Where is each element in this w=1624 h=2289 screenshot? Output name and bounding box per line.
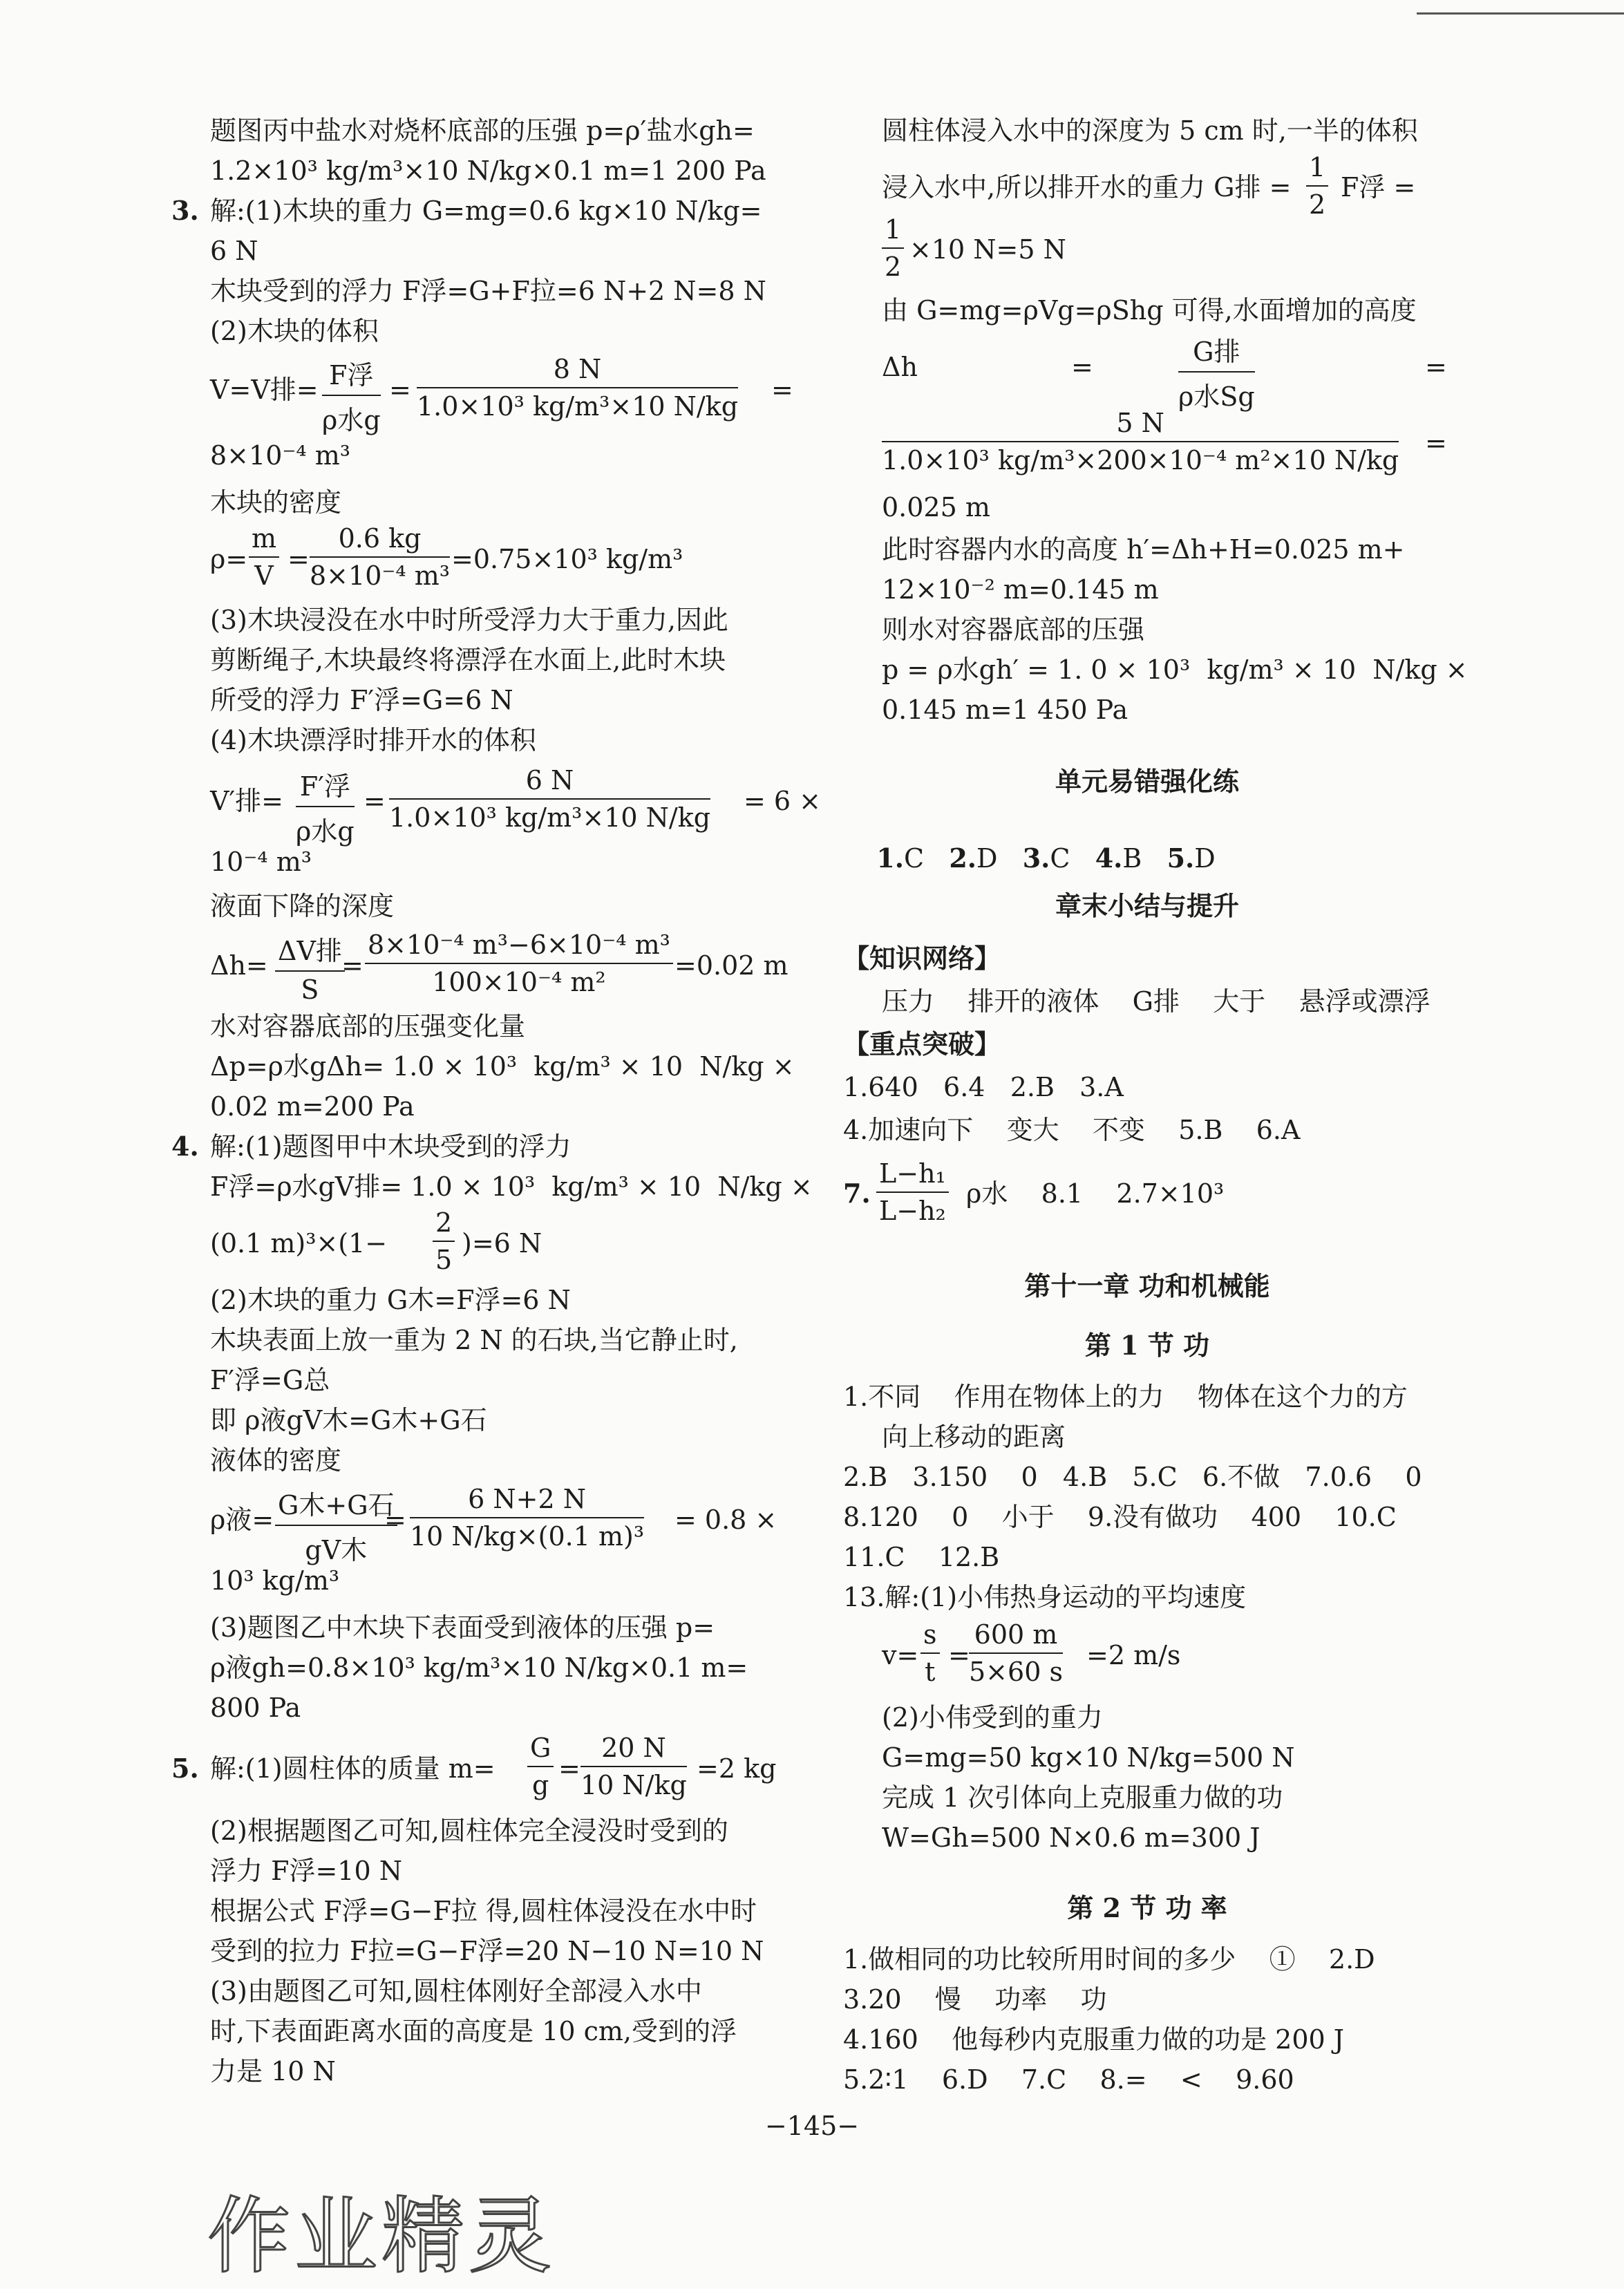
text-line: = <box>558 1753 580 1784</box>
text-line: 时,下表面距离水面的高度是 10 cm,受到的浮 <box>210 2016 737 2046</box>
text-line: =0.02 m <box>674 950 789 981</box>
section-heading: 第 2 节 功 率 <box>1067 1892 1227 1923</box>
text-line: 10⁻⁴ m³ <box>210 847 312 877</box>
text-line: 木块表面上放一重为 2 N 的石块,当它静止时, <box>210 1325 738 1355</box>
formula-lhs: ρ= <box>210 544 248 574</box>
text-line: 11.C 12.B <box>843 1542 1000 1572</box>
text-line: = <box>384 1505 406 1535</box>
fraction: $\frac{G}{g}$ <box>527 1733 554 1800</box>
text-line: )=6 N <box>462 1228 542 1259</box>
fraction: $\frac{600 m}{5\times 60 s}$ <box>969 1619 1063 1687</box>
text-line: 所受的浮力 F′浮=G=6 N <box>210 685 513 715</box>
text-line: 液体的密度 <box>210 1445 342 1476</box>
fraction: $\frac{6 N}{\text{1.0×10³ kg/m³×10 N/kg}}$ <box>389 765 711 833</box>
text-line: 1.做相同的功比较所用时间的多少 ① 2.D <box>843 1944 1375 1975</box>
fraction: $\frac{s}{t}$ <box>920 1619 940 1687</box>
text-line: = <box>1425 352 1447 382</box>
text-line: (0.1 m)³×(1− <box>210 1228 388 1259</box>
answer-row: 1.C 2.D 3.C 4.B 5.D <box>876 842 1216 874</box>
text-line: 完成 1 次引体向上克服重力做的功 <box>882 1782 1283 1813</box>
text-line: = 0.8 × <box>674 1505 777 1535</box>
text-line: 即 ρ液gV木=G木+G石 <box>210 1405 487 1435</box>
text-line: ρ液gh=0.8×10³ kg/m³×10 N/kg×0.1 m= <box>210 1652 748 1683</box>
text-line: F浮=ρ水gV排= 1.0 × 10³ kg/m³ × 10 N/kg × <box>210 1171 813 1202</box>
text-line: (3)木块浸没在水中时所受浮力大于重力,因此 <box>210 605 728 635</box>
text-line: 压力 排开的液体 G排 大于 悬浮或漂浮 <box>882 986 1431 1017</box>
section-heading: 单元易错强化练 <box>1055 766 1239 797</box>
text-line: 受到的拉力 F拉=G−F浮=20 N−10 N=10 N <box>210 1936 764 1966</box>
subsection-tag: 【知识网络】 <box>843 943 1001 974</box>
text-line: 剪断绳子,木块最终将漂浮在水面上,此时木块 <box>210 645 726 675</box>
chapter-heading: 第十一章 功和机械能 <box>1024 1270 1270 1301</box>
text-line: Δp=ρ水gΔh= 1.0 × 10³ kg/m³ × 10 N/kg × <box>210 1051 795 1082</box>
text-line: 5.2∶1 6.D 7.C 8.= < 9.60 <box>843 2064 1294 2095</box>
text-line: G=mg=50 kg×10 N/kg=500 N <box>882 1742 1295 1773</box>
text-line: 8.120 0 小于 9.没有做功 400 10.C <box>843 1502 1397 1532</box>
text-line: 题图丙中盐水对烧杯底部的压强 p=ρ′盐水gh= <box>210 115 755 146</box>
fraction: G木+G石 gV木 <box>275 1484 397 1567</box>
text-line: 800 Pa <box>210 1693 301 1723</box>
text-line: = <box>771 375 793 405</box>
text-line: ×10 N=5 N <box>909 234 1066 265</box>
fraction: $\frac{5 N}{\text{1.0×10³ kg/m³×200×10⁻⁴ m²×10 N/kg}}$ <box>882 408 1399 475</box>
text-line: 3.20 慢 功率 功 <box>843 1984 1107 2015</box>
watermark-logo: 作业精灵 <box>207 2189 556 2285</box>
text-line: 0.145 m=1 450 Pa <box>882 695 1129 725</box>
text-line: F浮 = <box>1341 172 1416 202</box>
text-line: = <box>341 950 363 981</box>
fraction: $\frac{m}{V}$ <box>249 523 279 591</box>
formula-lhs: Δh= <box>210 950 268 981</box>
text-line: F′浮=G总 <box>210 1365 330 1395</box>
text-line: 6 N <box>210 236 258 266</box>
text-line: 向上移动的距离 <box>882 1422 1066 1452</box>
fraction: F浮 ρ水g <box>322 354 381 437</box>
fraction: $\frac{6 N+2 N}{\text{10 N/kg×(0.1 m)³}}$ <box>410 1484 645 1552</box>
text-line: 液面下降的深度 <box>210 891 395 921</box>
text-line: Δh <box>882 352 918 382</box>
question-number: 5. <box>171 1753 199 1784</box>
fraction: $\frac{\text{8×10⁻⁴ m³−6×10⁻⁴ m³}}{\text{100×10⁻⁴ m²}}$ <box>365 930 673 997</box>
text-line: (2)小伟受到的重力 <box>882 1702 1103 1733</box>
text-line: (2)木块的体积 <box>210 316 379 346</box>
text-line: =2 m/s <box>1086 1640 1181 1670</box>
fraction: $\frac{20 N}{10 N/kg}$ <box>580 1733 687 1800</box>
top-rule <box>1417 12 1624 15</box>
formula-lhs: v= <box>882 1640 919 1670</box>
fraction: $\frac{2}{5}$ <box>433 1207 455 1275</box>
text-line: 4.160 他每秒内克服重力做的功是 200 J <box>843 2024 1345 2055</box>
formula-lhs: 解:(1)圆柱体的质量 m= <box>210 1753 495 1784</box>
text-line: 2.B 3.150 0 4.B 5.C 6.不做 7.0.6 0 <box>843 1462 1422 1492</box>
text-line: ρ水 8.1 2.7×10³ <box>966 1178 1225 1209</box>
fraction: $\frac{0.6 kg}{\text{8×10⁻⁴ m³}}$ <box>310 523 451 591</box>
text-line: 4.加速向下 变大 不变 5.B 6.A <box>843 1115 1301 1145</box>
text-line: = <box>287 544 310 574</box>
text-line: =0.75×10³ kg/m³ <box>451 544 683 574</box>
subsection-tag: 【重点突破】 <box>843 1028 1001 1059</box>
text-line: =2 kg <box>697 1753 777 1784</box>
text-line: 1.640 6.4 2.B 3.A <box>843 1072 1124 1102</box>
formula-lhs: V′排= <box>210 786 283 816</box>
text-line: 1.2×10³ kg/m³×10 N/kg×0.1 m=1 200 Pa <box>210 156 766 186</box>
text-line: (4)木块漂浮时排开水的体积 <box>210 725 536 755</box>
text-line: 12×10⁻² m=0.145 m <box>882 574 1159 605</box>
text-line: 10³ kg/m³ <box>210 1565 340 1596</box>
text-line: = 6 × <box>744 786 822 816</box>
text-line: = <box>363 786 386 816</box>
text-line: W=Gh=500 N×0.6 m=300 J <box>882 1822 1261 1853</box>
text-line: (2)木块的重力 G木=F浮=6 N <box>210 1285 571 1315</box>
text-line: 根据公式 F浮=G−F拉 得,圆柱体浸没在水中时 <box>210 1896 757 1926</box>
fraction: ΔV排 S <box>275 930 345 1005</box>
fraction: G排 ρ水Sg <box>1178 330 1255 413</box>
text-line: 水对容器底部的压强变化量 <box>210 1011 526 1042</box>
fraction: $\frac{1}{2}$ <box>1306 152 1328 220</box>
formula-lhs: ρ液= <box>210 1505 274 1535</box>
text-line: = <box>1071 352 1093 382</box>
text-line: 0.025 m <box>882 492 990 522</box>
fraction: $\frac{\text{L−h₁}}{\text{L−h₂}}$ <box>876 1158 949 1226</box>
text-line: 0.02 m=200 Pa <box>210 1091 415 1122</box>
text-line: 圆柱体浸入水中的深度为 5 cm 时,一半的体积 <box>882 115 1418 146</box>
text-line: = <box>1425 428 1447 458</box>
text-line: 木块的密度 <box>210 487 342 518</box>
fraction: F′浮 ρ水g <box>296 765 355 848</box>
text-line: = <box>948 1640 970 1670</box>
text-line: 则水对容器底部的压强 <box>882 614 1145 645</box>
question-number: 4. <box>171 1131 199 1162</box>
text-line: p = ρ水gh′ = 1. 0 × 10³ kg/m³ × 10 N/kg × <box>882 654 1468 685</box>
text-line: 解:(1)题图甲中木块受到的浮力 <box>210 1131 572 1162</box>
section-heading: 第 1 节 功 <box>1084 1330 1210 1361</box>
text-line: (3)题图乙中木块下表面受到液体的压强 p= <box>210 1612 715 1643</box>
text-line: 由 G=mg=ρVg=ρShg 可得,水面增加的高度 <box>882 295 1417 326</box>
section-heading: 章末小结与提升 <box>1055 890 1239 921</box>
text-line: (3)由题图乙可知,圆柱体刚好全部浸入水中 <box>210 1976 702 2006</box>
question-number: 7. <box>843 1178 871 1209</box>
text-line: 8×10⁻⁴ m³ <box>210 440 351 471</box>
text-line: 木块受到的浮力 F浮=G+F拉=6 N+2 N=8 N <box>210 276 766 306</box>
text-line: 此时容器内水的高度 h′=Δh+H=0.025 m+ <box>882 534 1405 565</box>
fraction: $\frac{8 N}{\text{1.0×10³ kg/m³×10 N/kg}}$ <box>417 354 739 422</box>
text-line: 力是 10 N <box>210 2056 336 2087</box>
question-number: 3. <box>171 195 199 226</box>
text-line: (2)根据题图乙可知,圆柱体完全浸没时受到的 <box>210 1816 728 1846</box>
text-line: 解:(1)木块的重力 G=mg=0.6 kg×10 N/kg= <box>210 196 762 226</box>
text-line: 1.不同 作用在物体上的力 物体在这个力的方 <box>843 1382 1408 1412</box>
page-number: −145− <box>764 2111 860 2141</box>
text-line: = <box>389 375 411 405</box>
formula-lhs: V=V排= <box>210 375 319 405</box>
text-line: 浮力 F浮=10 N <box>210 1856 402 1886</box>
fraction: $\frac{1}{2}$ <box>882 214 904 282</box>
text-line: 13.解:(1)小伟热身运动的平均速度 <box>843 1582 1247 1612</box>
text-line: 浸入水中,所以排开水的重力 G排 = <box>882 172 1292 202</box>
